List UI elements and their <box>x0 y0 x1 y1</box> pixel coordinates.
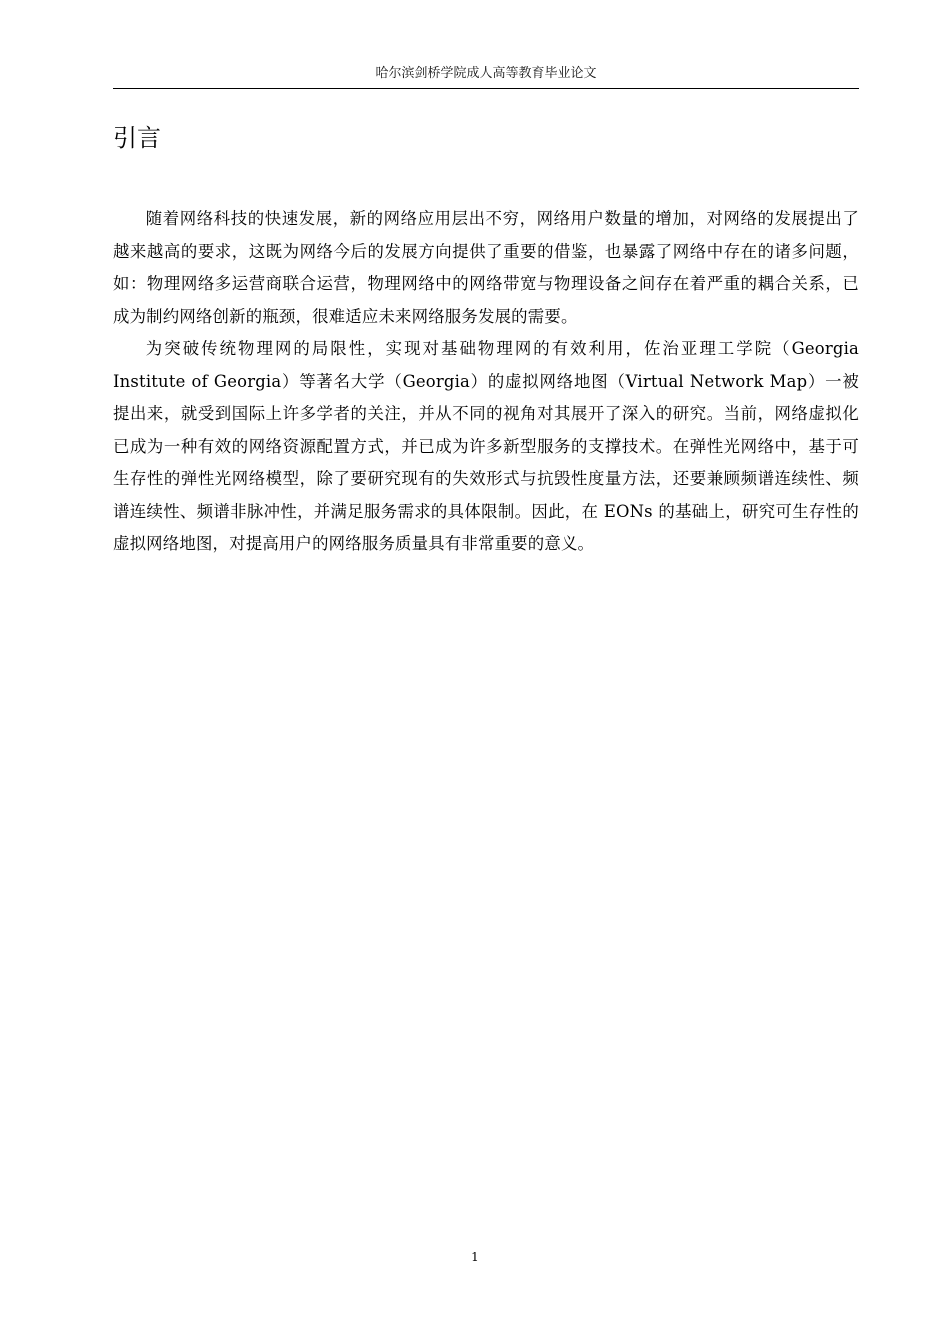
page-number: 1 <box>471 1250 479 1264</box>
body-text <box>113 203 859 561</box>
running-header-title: 哈尔滨剑桥学院成人高等教育毕业论文 <box>375 66 597 81</box>
running-header <box>113 64 859 89</box>
paragraph-1: 随着网络科技的快速发展，新的网络应用层出不穷，网络用户数量的增加，对网络的发展提出了越来越高的要求，这既为网络今后的发展方向提供了重要的借鉴，也暴露了网络中存在的诸多问题，如：物理网络多运营商联合运营，物理网络中的网络带宽与物理设备之间存在着严重的耦合关系，已成为制约网络创新的瓶颈，很难适应未来网络服务发展的需要。 <box>113 209 859 326</box>
paragraph-2: 为突破传统物理网的局限性，实现对基础物理网的有效利用，佐治亚理工学院（Georgia Institute of Georgia）等著名大学（Georgia）的虚拟网络地图（Virtual Network Map）一被提出来，就受到国际上许多学者的关注，并从不同的视角对其展开了深入的研究。当前，网络虚拟化已成为一种有效的网络资源配置方式，并已成为许多新型服务的支撑技术。在弹性光网络中，基于可生存性的弹性光网络模型，除了要研究现有的失效形式与抗毁性度量方法，还要兼顾频谱连续性、频谱连续性、频谱非脉冲性，并满足服务需求的具体限制。因此，在 EONs 的基础上，研究可生存性的虚拟网络地图，对提高用户的网络服务质量具有非常重要的意义。 <box>113 339 859 553</box>
chapter-title: 引言 <box>113 124 161 152</box>
